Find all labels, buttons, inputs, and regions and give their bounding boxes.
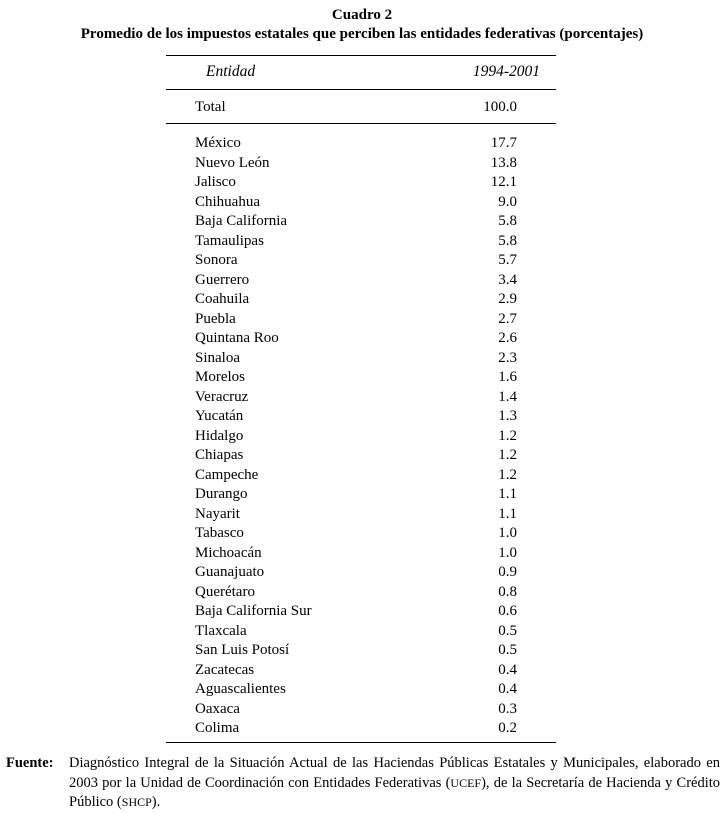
- entity-value: 2.6: [498, 330, 517, 346]
- source-text: Diagnóstico Integral de la Situación Actual de las Haciendas Públicas Estatales y Municipales, elaborado en 2003 por la Unidad de Coordinación con Entidades Federativas (UCEF), de la Secretaría de Hacienda y Crédito Público (SHCP).: [69, 755, 721, 810]
- table-row: [195, 134, 517, 154]
- abbr-ucef: UCEF: [450, 775, 482, 790]
- table-row: [195, 505, 517, 525]
- entity-name: Yucatán: [195, 408, 244, 424]
- entity-value: 0.9: [498, 564, 517, 580]
- total-value: 100.0: [483, 99, 517, 115]
- entity-value: 2.7: [498, 310, 517, 327]
- entity-name: Tabasco: [195, 525, 244, 541]
- source-label: Fuente:: [6, 755, 54, 771]
- table-row: [195, 583, 517, 603]
- table-row: [195, 680, 517, 700]
- entity-name: Jalisco: [195, 174, 236, 190]
- entity-name: Michoacán: [195, 544, 262, 561]
- table-header-rule: [166, 89, 556, 90]
- entity-value: 12.1: [490, 174, 517, 190]
- table-row: [195, 271, 517, 291]
- entity-name: Durango: [195, 486, 248, 502]
- table-total-rule: [166, 123, 556, 124]
- table-row: [195, 700, 517, 720]
- table-row: [195, 719, 517, 739]
- table-row: [195, 388, 517, 408]
- entity-value: 2.9: [498, 291, 517, 307]
- entity-value: 3.4: [498, 271, 517, 288]
- entity-name: Aguascalientes: [195, 681, 286, 697]
- entity-value: 1.2: [498, 427, 517, 444]
- table-row: [195, 466, 517, 486]
- table-row: [195, 427, 517, 447]
- table-row: [195, 154, 517, 174]
- entity-value: 0.4: [498, 661, 517, 678]
- entity-value: 1.6: [498, 369, 517, 385]
- entity-name: Chiapas: [195, 447, 244, 463]
- table-row: [195, 563, 517, 583]
- table-row: [195, 641, 517, 661]
- total-label: Total: [195, 99, 226, 115]
- table-row: [195, 193, 517, 213]
- table-row: [195, 661, 517, 681]
- entity-name: México: [195, 135, 241, 151]
- table-row: [195, 622, 517, 642]
- entity-name: Querétaro: [195, 583, 255, 600]
- entity-name: Quintana Roo: [195, 330, 279, 346]
- entity-value: 0.6: [498, 603, 517, 619]
- entity-name: Campeche: [195, 466, 259, 483]
- entity-name: Tamaulipas: [195, 232, 264, 249]
- entity-value: 1.1: [498, 505, 517, 522]
- table-row: [195, 524, 517, 544]
- entity-name: Nayarit: [195, 505, 240, 522]
- abbr-shcp: SHCP: [121, 795, 152, 809]
- entity-value: 1.2: [498, 466, 517, 483]
- entity-name: Colima: [195, 720, 240, 736]
- table-row: [195, 407, 517, 427]
- column-header-period: 1994-2001: [472, 63, 540, 80]
- entity-value: 1.1: [498, 486, 517, 502]
- total-row: [195, 98, 517, 118]
- entity-name: Guerrero: [195, 271, 250, 288]
- entity-name: Nuevo León: [195, 154, 270, 171]
- entity-value: 0.4: [498, 681, 517, 697]
- table-row: [195, 446, 517, 466]
- entity-name: Coahuila: [195, 291, 250, 307]
- table-row: [195, 251, 517, 271]
- entity-value: 5.8: [498, 232, 517, 249]
- entity-value: 1.2: [498, 447, 517, 463]
- table-row: [195, 368, 517, 388]
- entity-name: Baja California: [195, 213, 288, 229]
- entity-name: Veracruz: [195, 388, 249, 405]
- entity-name: Tlaxcala: [195, 622, 247, 639]
- entity-value: 13.8: [490, 154, 517, 171]
- entity-name: Chihuahua: [195, 193, 260, 210]
- entity-name: Sinaloa: [195, 349, 240, 366]
- table-row: [195, 602, 517, 622]
- entity-value: 0.5: [498, 622, 517, 639]
- entity-name: Morelos: [195, 369, 245, 385]
- entity-name: Baja California Sur: [195, 603, 312, 619]
- entity-value: 1.0: [498, 544, 517, 561]
- entity-value: 0.3: [498, 700, 517, 717]
- table-row: [195, 329, 517, 349]
- entity-name: Puebla: [195, 310, 236, 327]
- table-caption-number: Cuadro 2: [331, 7, 393, 23]
- table-top-rule: [166, 55, 556, 56]
- table-row: [195, 349, 517, 369]
- entity-value: 0.8: [498, 583, 517, 600]
- column-header-entity: Entidad: [206, 63, 256, 80]
- entity-value: 0.5: [498, 642, 517, 658]
- entity-value: 17.7: [490, 135, 517, 151]
- entity-value: 0.2: [498, 720, 517, 736]
- entity-name: Sonora: [195, 252, 238, 268]
- table-caption-title: Promedio de los impuestos estatales que perciben las entidades federativas (porcentajes): [80, 26, 644, 42]
- entity-name: San Luis Potosí: [195, 642, 290, 658]
- table-row: [195, 173, 517, 193]
- entity-name: Oaxaca: [195, 700, 240, 717]
- entity-name: Hidalgo: [195, 427, 244, 444]
- entity-value: 1.0: [498, 525, 517, 541]
- entity-value: 2.3: [498, 349, 517, 366]
- table-row: [195, 212, 517, 232]
- table-row: [195, 232, 517, 252]
- table-row: [195, 310, 517, 330]
- entity-value: 9.0: [498, 193, 517, 210]
- table-row: [195, 544, 517, 564]
- entity-value: 5.7: [498, 252, 517, 268]
- entity-name: Guanajuato: [195, 564, 265, 580]
- table-bottom-rule: [166, 742, 556, 743]
- table-row: [195, 485, 517, 505]
- table-row: [195, 290, 517, 310]
- entity-value: 5.8: [498, 213, 517, 229]
- entity-value: 1.4: [498, 388, 517, 405]
- entity-name: Zacatecas: [195, 661, 255, 678]
- entity-value: 1.3: [498, 408, 517, 424]
